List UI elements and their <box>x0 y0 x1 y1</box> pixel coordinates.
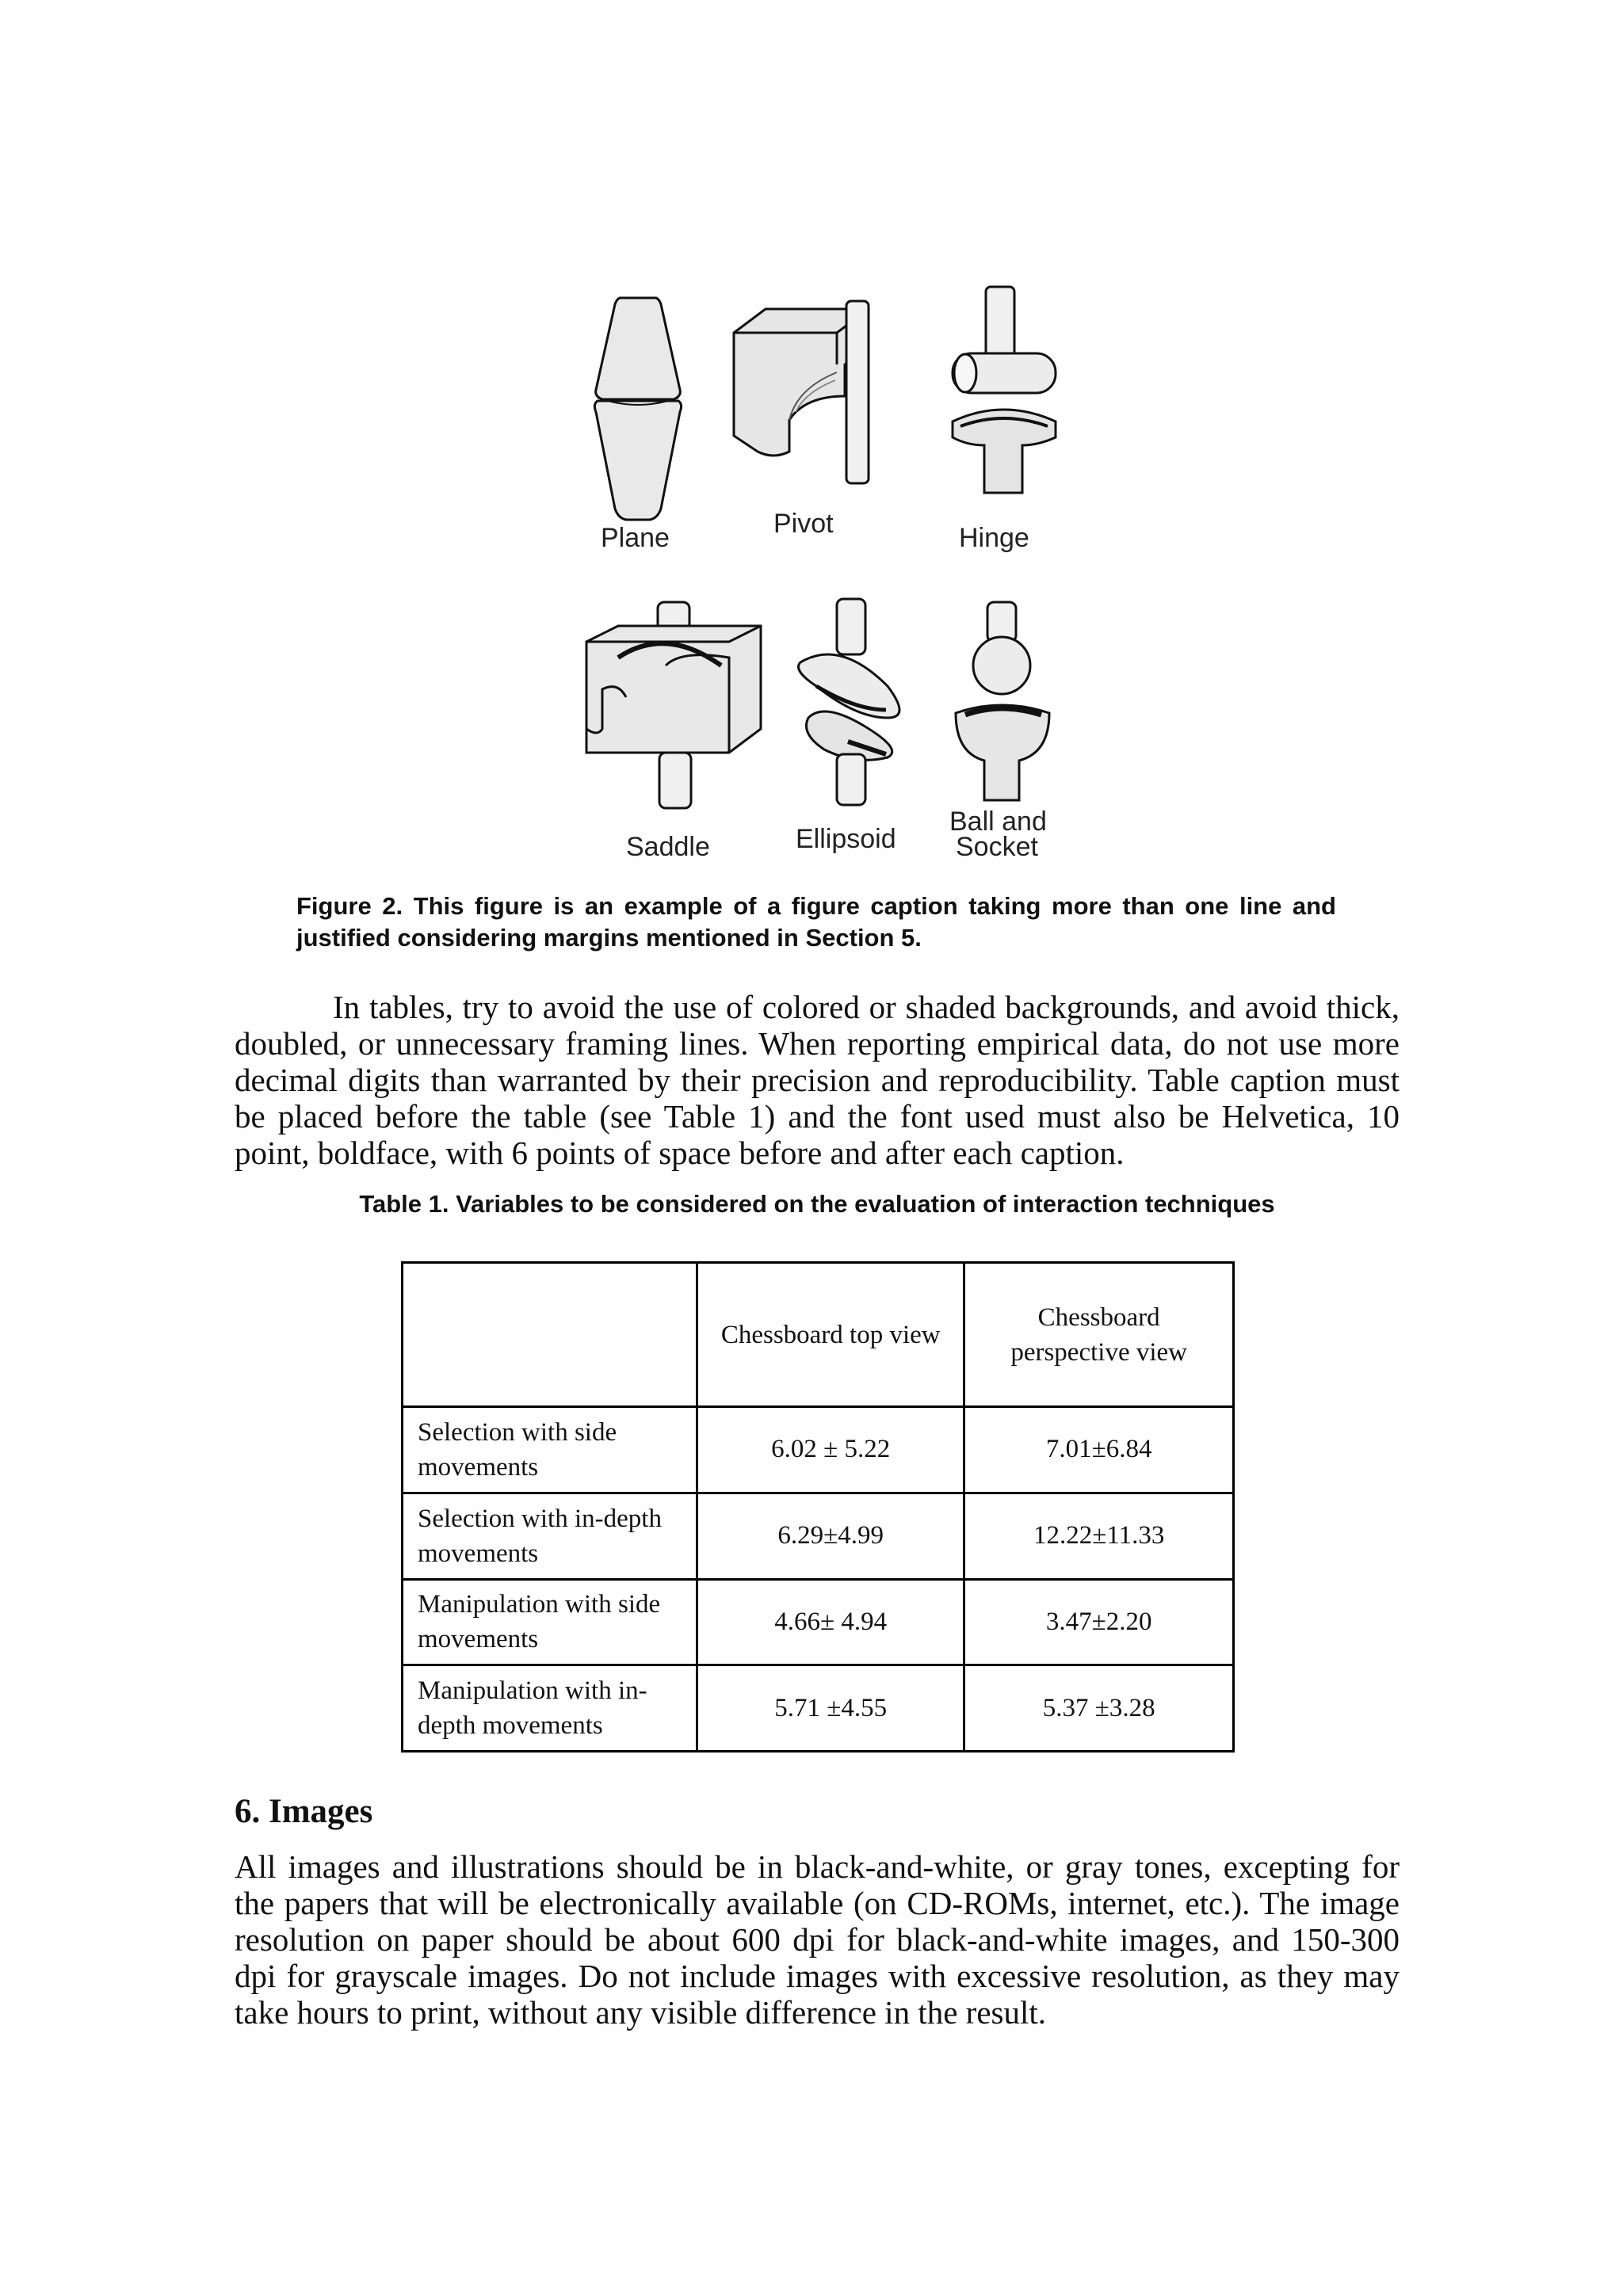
table-row <box>403 1407 1234 1493</box>
cell-value: 12.22±11.33 <box>964 1493 1234 1579</box>
ellipsoid-label: Ellipsoid <box>796 824 896 854</box>
ball-and-socket-label-line2: Socket <box>956 832 1038 862</box>
cell-value: 6.29±4.99 <box>697 1493 964 1579</box>
header-empty-cell <box>403 1263 697 1407</box>
table-caption: Table 1. Variables to be considered on the evaluation of interaction techniques <box>359 1190 1275 1218</box>
table-header-row <box>403 1263 1234 1407</box>
table-row <box>403 1579 1234 1665</box>
cell-value: 5.37 ±3.28 <box>964 1665 1234 1752</box>
joint-types-figure <box>571 285 1062 871</box>
cell-value: 6.02 ± 5.22 <box>697 1407 964 1493</box>
hinge-joint-illustration <box>943 287 1062 517</box>
paragraph-tables: In tables, try to avoid the use of colored or shaded backgrounds, and avoid thick, doubled, or unnecessary framing lines. When reporting empirical data, do not use more decimal digits than warranted by their precision and reproducibility. Table caption must be placed before the table (see Table 1) and the font used must also be Helvetica, 10 point, boldface, with 6 points of space before and after each caption. <box>235 989 1400 1171</box>
results-table <box>401 1261 1235 1753</box>
paragraph-images: All images and illustrations should be in black-and-white, or gray tones, excepting for the papers that will be electronically available (on CD-ROMs, internet, etc.). The image resolution on paper should be about 600 dpi for black-and-white images, and 150-300 dpi for grayscale images. Do not include images with excessive resolution, as they may take hours to print, without any visible difference in the result. <box>235 1848 1400 2031</box>
cell-value: 7.01±6.84 <box>964 1407 1234 1493</box>
row-label: Manipulation with in-depth movements <box>403 1665 697 1752</box>
header-perspective-view: Chessboard perspective view <box>964 1263 1234 1407</box>
saddle-joint-illustration <box>571 602 769 816</box>
figure-caption: Figure 2. This figure is an example of a figure caption taking more than one line and justified considering margins mentioned in Section 5. <box>296 892 1336 952</box>
ball-and-socket-label-line1: Ball and <box>949 807 1047 837</box>
row-label: Selection with side movements <box>403 1407 697 1493</box>
cell-value: 5.71 ±4.55 <box>697 1665 964 1752</box>
plane-label: Plane <box>601 523 670 553</box>
ellipsoid-joint-illustration <box>792 599 919 813</box>
row-label: Manipulation with side movements <box>403 1579 697 1665</box>
cell-value: 3.47±2.20 <box>964 1579 1234 1665</box>
table-row <box>403 1493 1234 1579</box>
cell-value: 4.66± 4.94 <box>697 1579 964 1665</box>
plane-joint-illustration <box>586 296 689 534</box>
row-label: Selection with in-depth movements <box>403 1493 697 1579</box>
pivot-label: Pivot <box>773 509 834 539</box>
hinge-label: Hinge <box>959 523 1029 553</box>
table-row <box>403 1665 1234 1752</box>
ball-and-socket-joint-illustration <box>949 602 1060 808</box>
saddle-label: Saddle <box>626 832 710 862</box>
pivot-joint-illustration <box>726 301 884 491</box>
section-heading: 6. Images <box>235 1793 373 1830</box>
header-top-view: Chessboard top view <box>697 1263 964 1407</box>
